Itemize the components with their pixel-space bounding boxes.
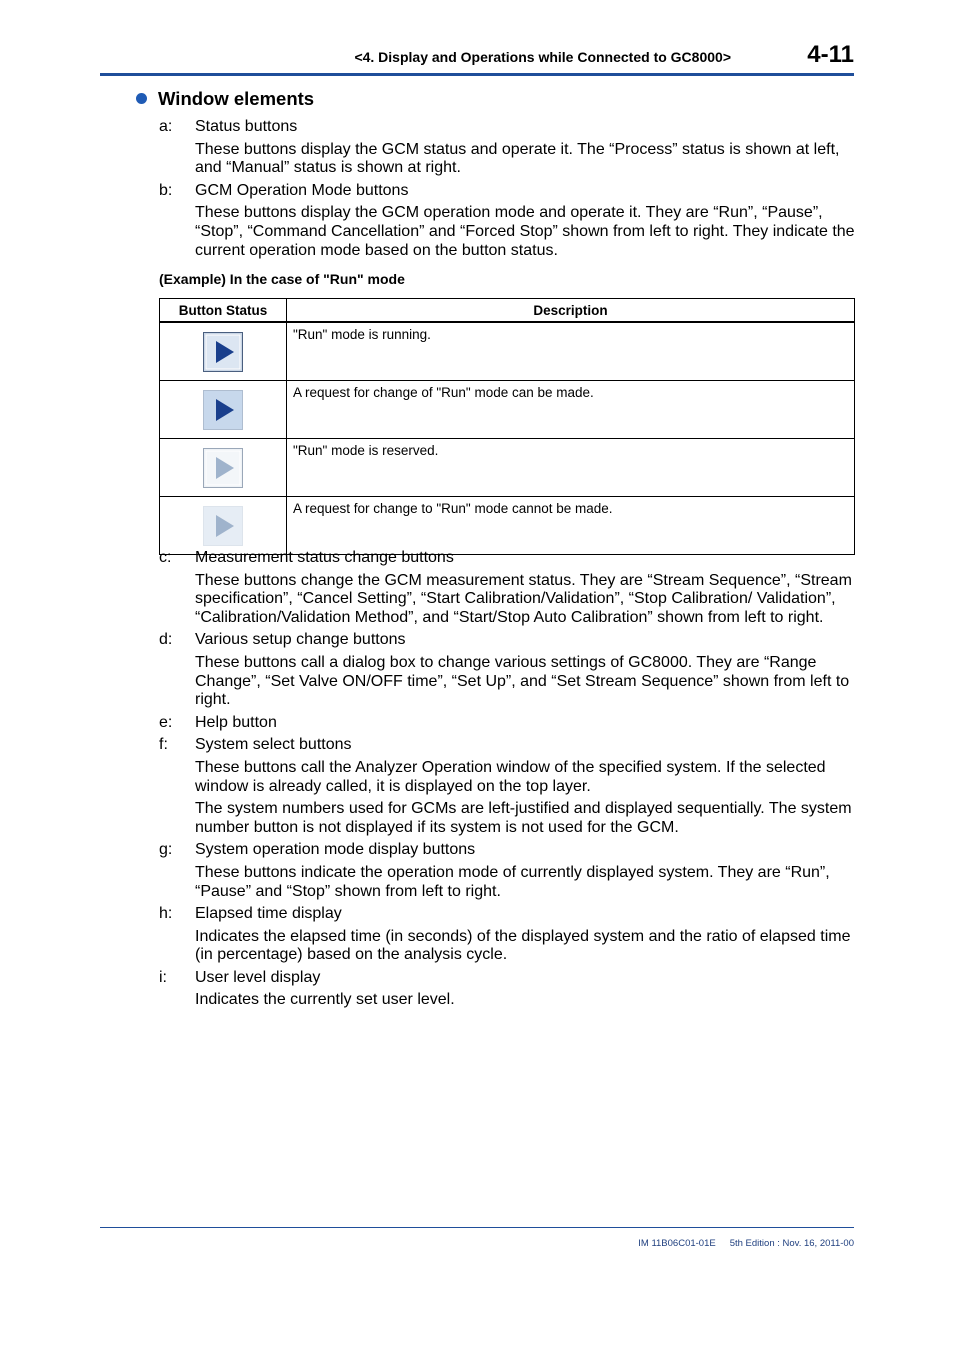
item-letter: e: [159, 713, 173, 731]
table-row [160, 322, 855, 381]
cell-description: "Run" mode is running. [287, 322, 855, 381]
item-letter: i: [159, 968, 167, 986]
item-letter: c: [159, 549, 172, 566]
cell-button-status [160, 322, 287, 381]
item-title: Status buttons [195, 118, 298, 135]
item-heading [159, 714, 859, 733]
running-header: <4. Display and Operations while Connected to GC8000> [354, 49, 731, 65]
list-item [159, 841, 859, 901]
table-row [160, 439, 855, 497]
table-row [160, 497, 855, 555]
list-item [159, 118, 859, 178]
item-letter: h: [159, 905, 173, 923]
item-title: GCM Operation Mode buttons [195, 181, 409, 199]
table-row [160, 381, 855, 439]
footer-doc-id: IM 11B06C01-01E [638, 1238, 716, 1249]
section-title: Window elements [158, 88, 315, 109]
item-heading [159, 549, 859, 568]
button-status-table [159, 298, 855, 555]
footer-edition: 5th Edition : Nov. 16, 2011-00 [729, 1238, 854, 1249]
item-paragraph: The system numbers used for GCMs are left-justified and displayed sequentially. The system number button is not displayed if its system is not used for the GCM. [195, 800, 852, 836]
run-button-reserved-icon [160, 448, 286, 488]
item-paragraph: These buttons call the Analyzer Operation window of the specified system. If the selected window is already called, it is displayed on the top layer. [195, 758, 826, 795]
cell-description: A request for change of "Run" mode can be made. [287, 381, 855, 439]
list-item [159, 905, 859, 965]
item-paragraph: These buttons display the GCM status and operate it. The “Process” status is shown at left, and “Manual” status is shown at right. [195, 140, 840, 177]
page-number: 4-11 [807, 41, 854, 68]
header-description: Description [287, 299, 855, 323]
item-paragraph: These buttons display the GCM operation mode and operate it. They are “Run”, “Pause”, “Stop”, “Command Cancellation” and “Forced Stop” shown from left to right. They indicate the current operation mode based on the button status. [195, 204, 855, 259]
section-heading [136, 87, 314, 111]
item-letter: a: [159, 118, 173, 135]
item-title: Various setup change buttons [195, 631, 406, 649]
cell-button-status [160, 381, 287, 439]
item-title: System select buttons [195, 736, 352, 754]
item-list-bottom [159, 549, 859, 1014]
footer [638, 1238, 854, 1250]
run-button-requestable-icon [160, 390, 286, 430]
cell-description: A request for change to "Run" mode cannot be made. [287, 497, 855, 555]
bullet-icon [136, 93, 147, 104]
item-heading [159, 736, 859, 755]
item-paragraph: These buttons call a dialog box to change various settings of GC8000. They are “Range Change”, “Set Valve ON/OFF time”, “Set Up”, and “Set Stream Sequence” shown from left to right. [195, 653, 850, 709]
header-rule [100, 73, 854, 76]
list-item [159, 969, 859, 1010]
item-letter: d: [159, 631, 173, 649]
item-paragraph: These buttons change the GCM measurement status. They are “Stream Sequence”, “Stream specification”, “Cancel Setting”, “Start Calibration/Validation”, “Stop Calibration/ Validation”, “Calibration/Validation Method”, and “Start/Stop Auto Calibration” shown from left to right. [195, 571, 852, 626]
list-item [159, 714, 859, 733]
header-button-status: Button Status [160, 299, 287, 323]
example-caption: (Example) In the case of "Run" mode [159, 271, 405, 287]
cell-button-status [160, 439, 287, 497]
item-letter: b: [159, 181, 173, 199]
cell-description: "Run" mode is reserved. [287, 439, 855, 497]
list-item [159, 631, 859, 709]
item-title: Help button [195, 713, 277, 731]
item-heading [159, 182, 859, 201]
item-title: User level display [195, 968, 321, 986]
item-letter: g: [159, 841, 173, 859]
footer-rule [100, 1227, 854, 1228]
list-item [159, 736, 859, 837]
item-paragraph: Indicates the elapsed time (in seconds) of the displayed system and the ratio of elapsed time (in percentage) based on the analysis cycle. [195, 927, 851, 964]
cell-button-status [160, 497, 287, 555]
item-heading [159, 969, 859, 988]
item-title: Measurement status change buttons [195, 549, 454, 566]
item-paragraph: These buttons indicate the operation mode of currently displayed system. They are “Run”, “Pause” and “Stop” shown from left to right. [195, 863, 830, 900]
item-heading [159, 631, 859, 650]
item-heading [159, 118, 859, 137]
item-heading [159, 905, 859, 924]
item-title: System operation mode display buttons [195, 841, 476, 859]
list-item [159, 182, 859, 260]
run-button-running-icon [160, 332, 286, 372]
table-header-row [160, 299, 855, 323]
item-title: Elapsed time display [195, 905, 342, 923]
item-heading [159, 841, 859, 860]
item-paragraph: Indicates the currently set user level. [195, 991, 455, 1009]
list-item [159, 549, 859, 627]
item-letter: f: [159, 736, 168, 754]
item-list-top [159, 118, 859, 264]
run-button-disabled-icon [160, 506, 286, 546]
